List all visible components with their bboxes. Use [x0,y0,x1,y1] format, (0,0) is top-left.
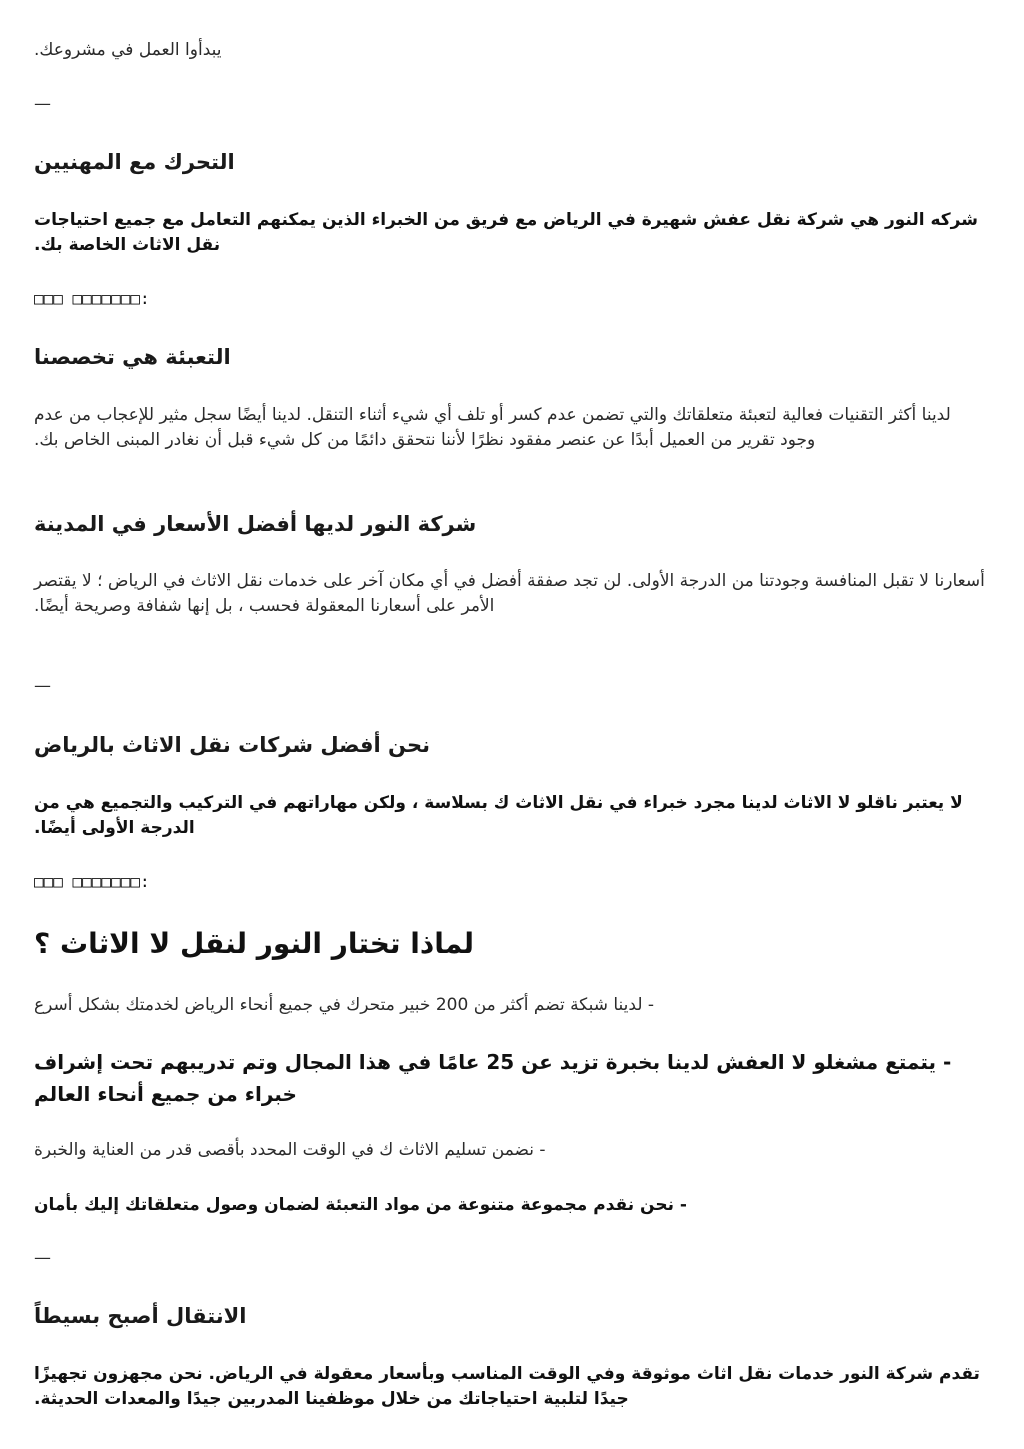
section-divider: — [34,94,51,114]
section-body-simple: تقدم شركة النور خدمات نقل اثاث موثوقة وفي الوقت المناسب وبأسعار معقولة في الرياض. نحن مجهزون تجهيزًا جيدًا لتلبية احتياجاتك من خلال موظفينا المدربين جيدًا والمعدات الحديثة. [34,1364,980,1409]
section-divider: — [34,1248,51,1268]
section-heading-prices: شركة النور لديها أفضل الأسعار في المدينة [34,512,477,536]
section-heading-pros: التحرك مع المهنيين [34,150,235,174]
garbled-text-line: □□□ □□□□□□□: [34,289,150,308]
section-heading-best: نحن أفضل شركات نقل الاثاث بالرياض [34,733,430,757]
why-point-2: - يتمتع مشغلو لا العفش لدينا بخبرة تزيد عن 25 عامًا في هذا المجال وتم تدريبهم تحت إشراف خبراء من جميع أنحاء العالم [34,1050,952,1106]
section-heading-why: لماذا تختار النور لنقل لا الاثاث ؟ [34,927,475,960]
garbled-text-line: □□□ □□□□□□□: [34,872,150,891]
intro-tail-text: يبدأوا العمل في مشروعك. [34,40,222,60]
section-body-pros: شركه النور هي شركة نقل عفش شهيرة في الرياض مع فريق من الخبراء الذين يمكنهم التعامل مع جميع احتياجات نقل الاثاث الخاصة بك. [34,210,978,255]
why-point-3: - نضمن تسليم الاثاث ك في الوقت المحدد بأقصى قدر من العناية والخبرة [34,1140,546,1160]
section-body-prices: أسعارنا لا تقبل المنافسة وجودتنا من الدرجة الأولى. لن تجد صفقة أفضل في أي مكان آخر على خدمات نقل الاثاث في الرياض ؛ لا يقتصر الأمر على أسعارنا المعقولة فحسب ، بل إنها شفافة وصريحة أيضًا. [34,571,985,616]
why-point-1: - لدينا شبكة تضم أكثر من 200 خبير متحرك في جميع أنحاء الرياض لخدمتك بشكل أسرع [34,995,655,1015]
why-point-4: - نحن نقدم مجموعة متنوعة من مواد التعبئة لضمان وصول متعلقاتك إليك بأمان [34,1195,687,1215]
section-body-best: لا يعتبر ناقلو لا الاثاث لدينا مجرد خبراء في نقل الاثاث ك بسلاسة ، ولكن مهاراتهم في التركيب والتجميع هي من الدرجة الأولى أيضًا. [34,793,963,838]
section-body-packing: لدينا أكثر التقنيات فعالية لتعبئة متعلقاتك والتي تضمن عدم كسر أو تلف أي شيء أثناء التنقل. لدينا أيضًا سجل مثير للإعجاب من عدم وجود تقرير من العميل أبدًا عن عنصر مفقود نظرًا لأننا نتحقق دائمًا من كل شيء قبل أن نغادر المبنى الخاص بك. [34,405,951,450]
section-divider: — [34,676,51,696]
section-heading-packing: التعبئة هي تخصصنا [34,345,231,369]
section-heading-simple: الانتقال أصبح بسيطاً [34,1304,247,1328]
